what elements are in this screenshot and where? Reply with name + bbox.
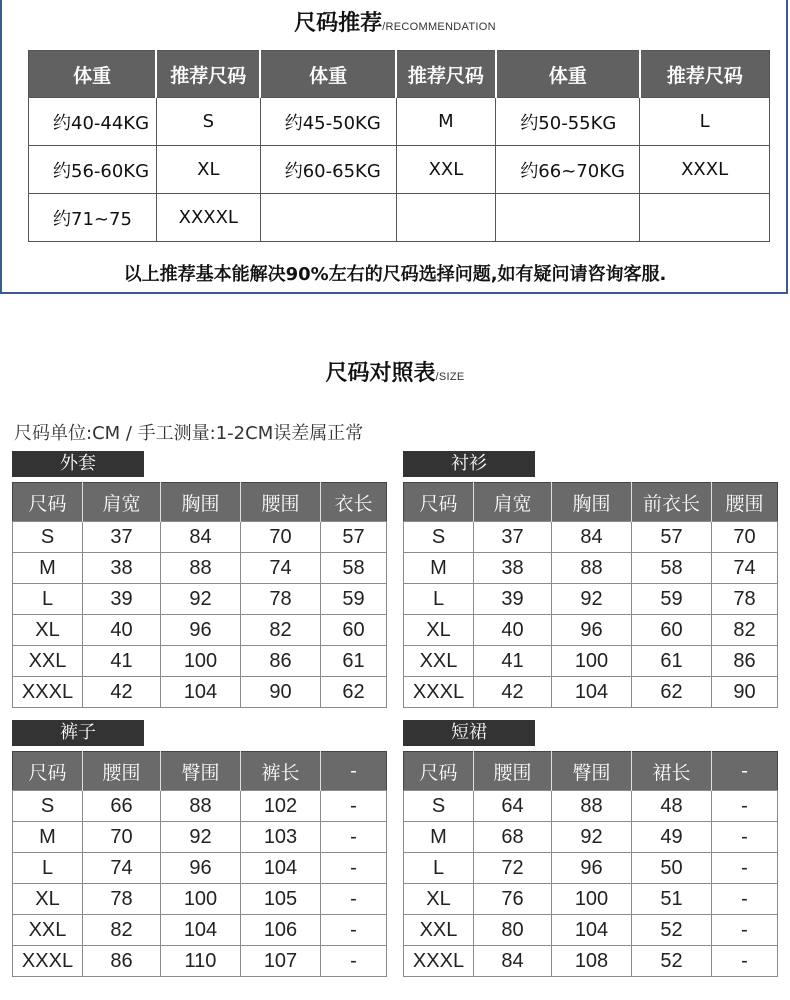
recommendation-note: 以上推荐基本能解决90%左右的尺码选择问题,如有疑问请咨询客服. — [123, 264, 667, 285]
column-header: 尺码 — [13, 752, 83, 791]
measurement-cell: 38 — [83, 553, 161, 584]
column-header: 肩宽 — [474, 483, 552, 522]
table-row — [13, 791, 387, 822]
table-row — [29, 98, 770, 146]
table-row — [404, 853, 778, 884]
table-row — [13, 822, 387, 853]
recommendation-table — [28, 50, 770, 242]
weight-cell: 约66~70KG — [496, 146, 640, 194]
measurement-cell: 104 — [552, 677, 632, 708]
column-header: 衣长 — [321, 483, 387, 522]
size-label-cell: XXXL — [13, 946, 83, 977]
measurement-cell: 104 — [161, 677, 241, 708]
measurement-cell: 103 — [241, 822, 321, 853]
header-size: 推荐尺码 — [396, 51, 496, 98]
size-grid — [403, 482, 778, 708]
measurement-cell: 92 — [552, 822, 632, 853]
measurement-cell: 105 — [241, 884, 321, 915]
measurement-cell: 74 — [712, 553, 778, 584]
measurement-cell: 58 — [632, 553, 712, 584]
measurement-cell: 90 — [712, 677, 778, 708]
measurement-cell: 66 — [83, 791, 161, 822]
weight-cell: 约60-65KG — [260, 146, 396, 194]
measurement-cell: 92 — [161, 584, 241, 615]
table-row — [404, 791, 778, 822]
measurement-cell: 41 — [83, 646, 161, 677]
column-header: 肩宽 — [83, 483, 161, 522]
recommendation-title — [0, 6, 790, 37]
column-header: 裙长 — [632, 752, 712, 791]
size-chart-title-main: 尺码对照表 — [325, 361, 436, 386]
measurement-cell: 64 — [474, 791, 552, 822]
size-label-cell: S — [13, 791, 83, 822]
weight-cell: 约56-60KG — [29, 146, 157, 194]
measurement-cell: 86 — [241, 646, 321, 677]
column-header: - — [321, 752, 387, 791]
recommendation-header-row — [29, 51, 770, 98]
size-cell: XL — [156, 146, 260, 194]
table-row — [13, 553, 387, 584]
measurement-cell: 52 — [632, 915, 712, 946]
measurement-cell: - — [321, 884, 387, 915]
measurement-cell: 82 — [712, 615, 778, 646]
column-header: 前衣长 — [632, 483, 712, 522]
measurement-cell: 62 — [321, 677, 387, 708]
column-header: 尺码 — [404, 752, 474, 791]
measurement-cell: 96 — [552, 615, 632, 646]
size-cell: XXXXL — [156, 194, 260, 242]
size-grid-header-row — [404, 483, 778, 522]
measurement-cell: 88 — [161, 553, 241, 584]
column-header: 臀围 — [552, 752, 632, 791]
size-table-skirt — [403, 751, 778, 977]
column-header: 腰围 — [83, 752, 161, 791]
measurement-cell: 48 — [632, 791, 712, 822]
size-label-cell: M — [13, 822, 83, 853]
measurement-cell: 108 — [552, 946, 632, 977]
measurement-cell: - — [712, 791, 778, 822]
size-grid — [12, 482, 387, 708]
table-row — [13, 915, 387, 946]
weight-cell: 约45-50KG — [260, 98, 396, 146]
measurement-cell: 70 — [83, 822, 161, 853]
size-table-pants — [12, 751, 387, 977]
size-label-cell: XL — [13, 615, 83, 646]
weight-cell: 约71~75 — [29, 194, 157, 242]
table-row — [404, 646, 778, 677]
measurement-cell: 78 — [241, 584, 321, 615]
measurement-cell: 57 — [632, 522, 712, 553]
measurement-cell: 39 — [83, 584, 161, 615]
column-header: 尺码 — [404, 483, 474, 522]
measurement-cell: 60 — [321, 615, 387, 646]
measurement-cell: 59 — [632, 584, 712, 615]
column-header: 尺码 — [13, 483, 83, 522]
measurement-cell: 102 — [241, 791, 321, 822]
table-tag: 短裙 — [403, 720, 535, 746]
size-label-cell: XL — [404, 615, 474, 646]
measurement-cell: 82 — [83, 915, 161, 946]
header-weight: 体重 — [29, 51, 157, 98]
size-label-cell: XXL — [13, 646, 83, 677]
measurement-cell: 92 — [552, 584, 632, 615]
table-row — [13, 884, 387, 915]
measurement-cell: 80 — [474, 915, 552, 946]
measurement-cell: 86 — [83, 946, 161, 977]
measurement-cell: 40 — [83, 615, 161, 646]
table-row — [29, 146, 770, 194]
measurement-cell: - — [712, 853, 778, 884]
measurement-cell: 107 — [241, 946, 321, 977]
size-label-cell: XXL — [13, 915, 83, 946]
measurement-cell: 84 — [161, 522, 241, 553]
size-label-cell: XXL — [404, 915, 474, 946]
column-header: 胸围 — [552, 483, 632, 522]
weight-cell — [260, 194, 396, 242]
size-cell: XXXL — [640, 146, 770, 194]
measurement-cell: 60 — [632, 615, 712, 646]
size-label-cell: XXXL — [13, 677, 83, 708]
size-label-cell: L — [13, 853, 83, 884]
measurement-cell: 38 — [474, 553, 552, 584]
measurement-cell: 62 — [632, 677, 712, 708]
column-header: 腰围 — [474, 752, 552, 791]
measurement-cell: 84 — [552, 522, 632, 553]
measurement-cell: 37 — [474, 522, 552, 553]
measurement-cell: 96 — [161, 615, 241, 646]
header-weight: 体重 — [496, 51, 640, 98]
measurement-cell: 104 — [241, 853, 321, 884]
size-label-cell: S — [13, 522, 83, 553]
measurement-cell: - — [321, 915, 387, 946]
table-row — [404, 553, 778, 584]
measurement-cell: 61 — [632, 646, 712, 677]
size-grid-header-row — [13, 483, 387, 522]
measurement-cell: - — [321, 822, 387, 853]
size-cell — [640, 194, 770, 242]
measurement-cell: 100 — [552, 646, 632, 677]
size-label-cell: XXL — [404, 646, 474, 677]
table-row — [13, 946, 387, 977]
size-grid-header-row — [404, 752, 778, 791]
measurement-cell: 110 — [161, 946, 241, 977]
size-label-cell: M — [404, 822, 474, 853]
measurement-cell: 59 — [321, 584, 387, 615]
size-label-cell: XXXL — [404, 677, 474, 708]
measurement-cell: 88 — [552, 553, 632, 584]
measurement-cell: 68 — [474, 822, 552, 853]
measurement-cell: - — [712, 822, 778, 853]
measurement-cell: 37 — [83, 522, 161, 553]
measurement-cell: - — [321, 946, 387, 977]
measurement-cell: - — [321, 791, 387, 822]
size-label-cell: XXXL — [404, 946, 474, 977]
weight-cell — [496, 194, 640, 242]
size-label-cell: L — [404, 584, 474, 615]
header-weight: 体重 — [260, 51, 396, 98]
measurement-cell: 78 — [712, 584, 778, 615]
measurement-cell: 92 — [161, 822, 241, 853]
measurement-cell: 50 — [632, 853, 712, 884]
size-label-cell: S — [404, 522, 474, 553]
table-row — [404, 677, 778, 708]
unit-note: 尺码单位:CM / 手工测量:1-2CM误差属正常 — [14, 423, 364, 444]
table-tag: 裤子 — [12, 720, 144, 746]
measurement-cell: 82 — [241, 615, 321, 646]
table-row — [404, 522, 778, 553]
measurement-cell: 104 — [161, 915, 241, 946]
size-table-coat — [12, 482, 387, 708]
measurement-cell: 74 — [241, 553, 321, 584]
table-row — [404, 615, 778, 646]
table-row — [404, 915, 778, 946]
measurement-cell: 51 — [632, 884, 712, 915]
table-row — [404, 884, 778, 915]
size-cell: XXL — [396, 146, 496, 194]
column-header: 裤长 — [241, 752, 321, 791]
measurement-cell: 100 — [161, 884, 241, 915]
table-row — [29, 194, 770, 242]
measurement-cell: 78 — [83, 884, 161, 915]
size-label-cell: XL — [404, 884, 474, 915]
measurement-cell: 40 — [474, 615, 552, 646]
table-row — [404, 822, 778, 853]
size-chart-title — [0, 356, 790, 387]
size-label-cell: L — [404, 853, 474, 884]
column-header: 臀围 — [161, 752, 241, 791]
table-row — [13, 677, 387, 708]
weight-cell: 约50-55KG — [496, 98, 640, 146]
measurement-cell: 42 — [474, 677, 552, 708]
table-row — [13, 584, 387, 615]
measurement-cell: 52 — [632, 946, 712, 977]
size-label-cell: S — [404, 791, 474, 822]
measurement-cell: 84 — [474, 946, 552, 977]
size-cell: S — [156, 98, 260, 146]
measurement-cell: 88 — [161, 791, 241, 822]
table-row — [404, 584, 778, 615]
table-tag: 外套 — [12, 451, 144, 477]
measurement-cell: - — [712, 946, 778, 977]
measurement-cell: 88 — [552, 791, 632, 822]
measurement-cell: 49 — [632, 822, 712, 853]
table-row — [13, 646, 387, 677]
measurement-cell: - — [321, 853, 387, 884]
size-label-cell: L — [13, 584, 83, 615]
measurement-cell: 76 — [474, 884, 552, 915]
measurement-cell: 90 — [241, 677, 321, 708]
size-label-cell: XL — [13, 884, 83, 915]
size-label-cell: M — [13, 553, 83, 584]
measurement-cell: 106 — [241, 915, 321, 946]
table-row — [404, 946, 778, 977]
measurement-cell: 96 — [552, 853, 632, 884]
measurement-cell: 70 — [241, 522, 321, 553]
measurement-cell: - — [712, 915, 778, 946]
size-cell — [396, 194, 496, 242]
column-header: 腰围 — [712, 483, 778, 522]
table-row — [13, 615, 387, 646]
measurement-cell: 41 — [474, 646, 552, 677]
measurement-cell: 72 — [474, 853, 552, 884]
measurement-cell: 42 — [83, 677, 161, 708]
measurement-cell: 39 — [474, 584, 552, 615]
size-grid-header-row — [13, 752, 387, 791]
column-header: 腰围 — [241, 483, 321, 522]
measurement-cell: 58 — [321, 553, 387, 584]
measurement-cell: - — [712, 884, 778, 915]
column-header: 胸围 — [161, 483, 241, 522]
weight-cell: 约40-44KG — [29, 98, 157, 146]
size-table-shirt — [403, 482, 778, 708]
size-chart-title-sub: /SIZE — [435, 371, 465, 383]
measurement-cell: 57 — [321, 522, 387, 553]
recommendation-title-sub: /RECOMMENDATION — [382, 21, 496, 33]
measurement-cell: 70 — [712, 522, 778, 553]
size-label-cell: M — [404, 553, 474, 584]
size-cell: L — [640, 98, 770, 146]
measurement-cell: 100 — [161, 646, 241, 677]
measurement-cell: 100 — [552, 884, 632, 915]
measurement-cell: 104 — [552, 915, 632, 946]
measurement-cell: 86 — [712, 646, 778, 677]
recommendation-title-main: 尺码推荐 — [294, 11, 383, 36]
measurement-cell: 96 — [161, 853, 241, 884]
table-tag: 衬衫 — [403, 451, 535, 477]
table-row — [13, 853, 387, 884]
size-grid — [403, 751, 778, 977]
column-header: - — [712, 752, 778, 791]
measurement-cell: 61 — [321, 646, 387, 677]
measurement-cell: 74 — [83, 853, 161, 884]
header-size: 推荐尺码 — [640, 51, 770, 98]
header-size: 推荐尺码 — [156, 51, 260, 98]
size-cell: M — [396, 98, 496, 146]
size-grid — [12, 751, 387, 977]
table-row — [13, 522, 387, 553]
